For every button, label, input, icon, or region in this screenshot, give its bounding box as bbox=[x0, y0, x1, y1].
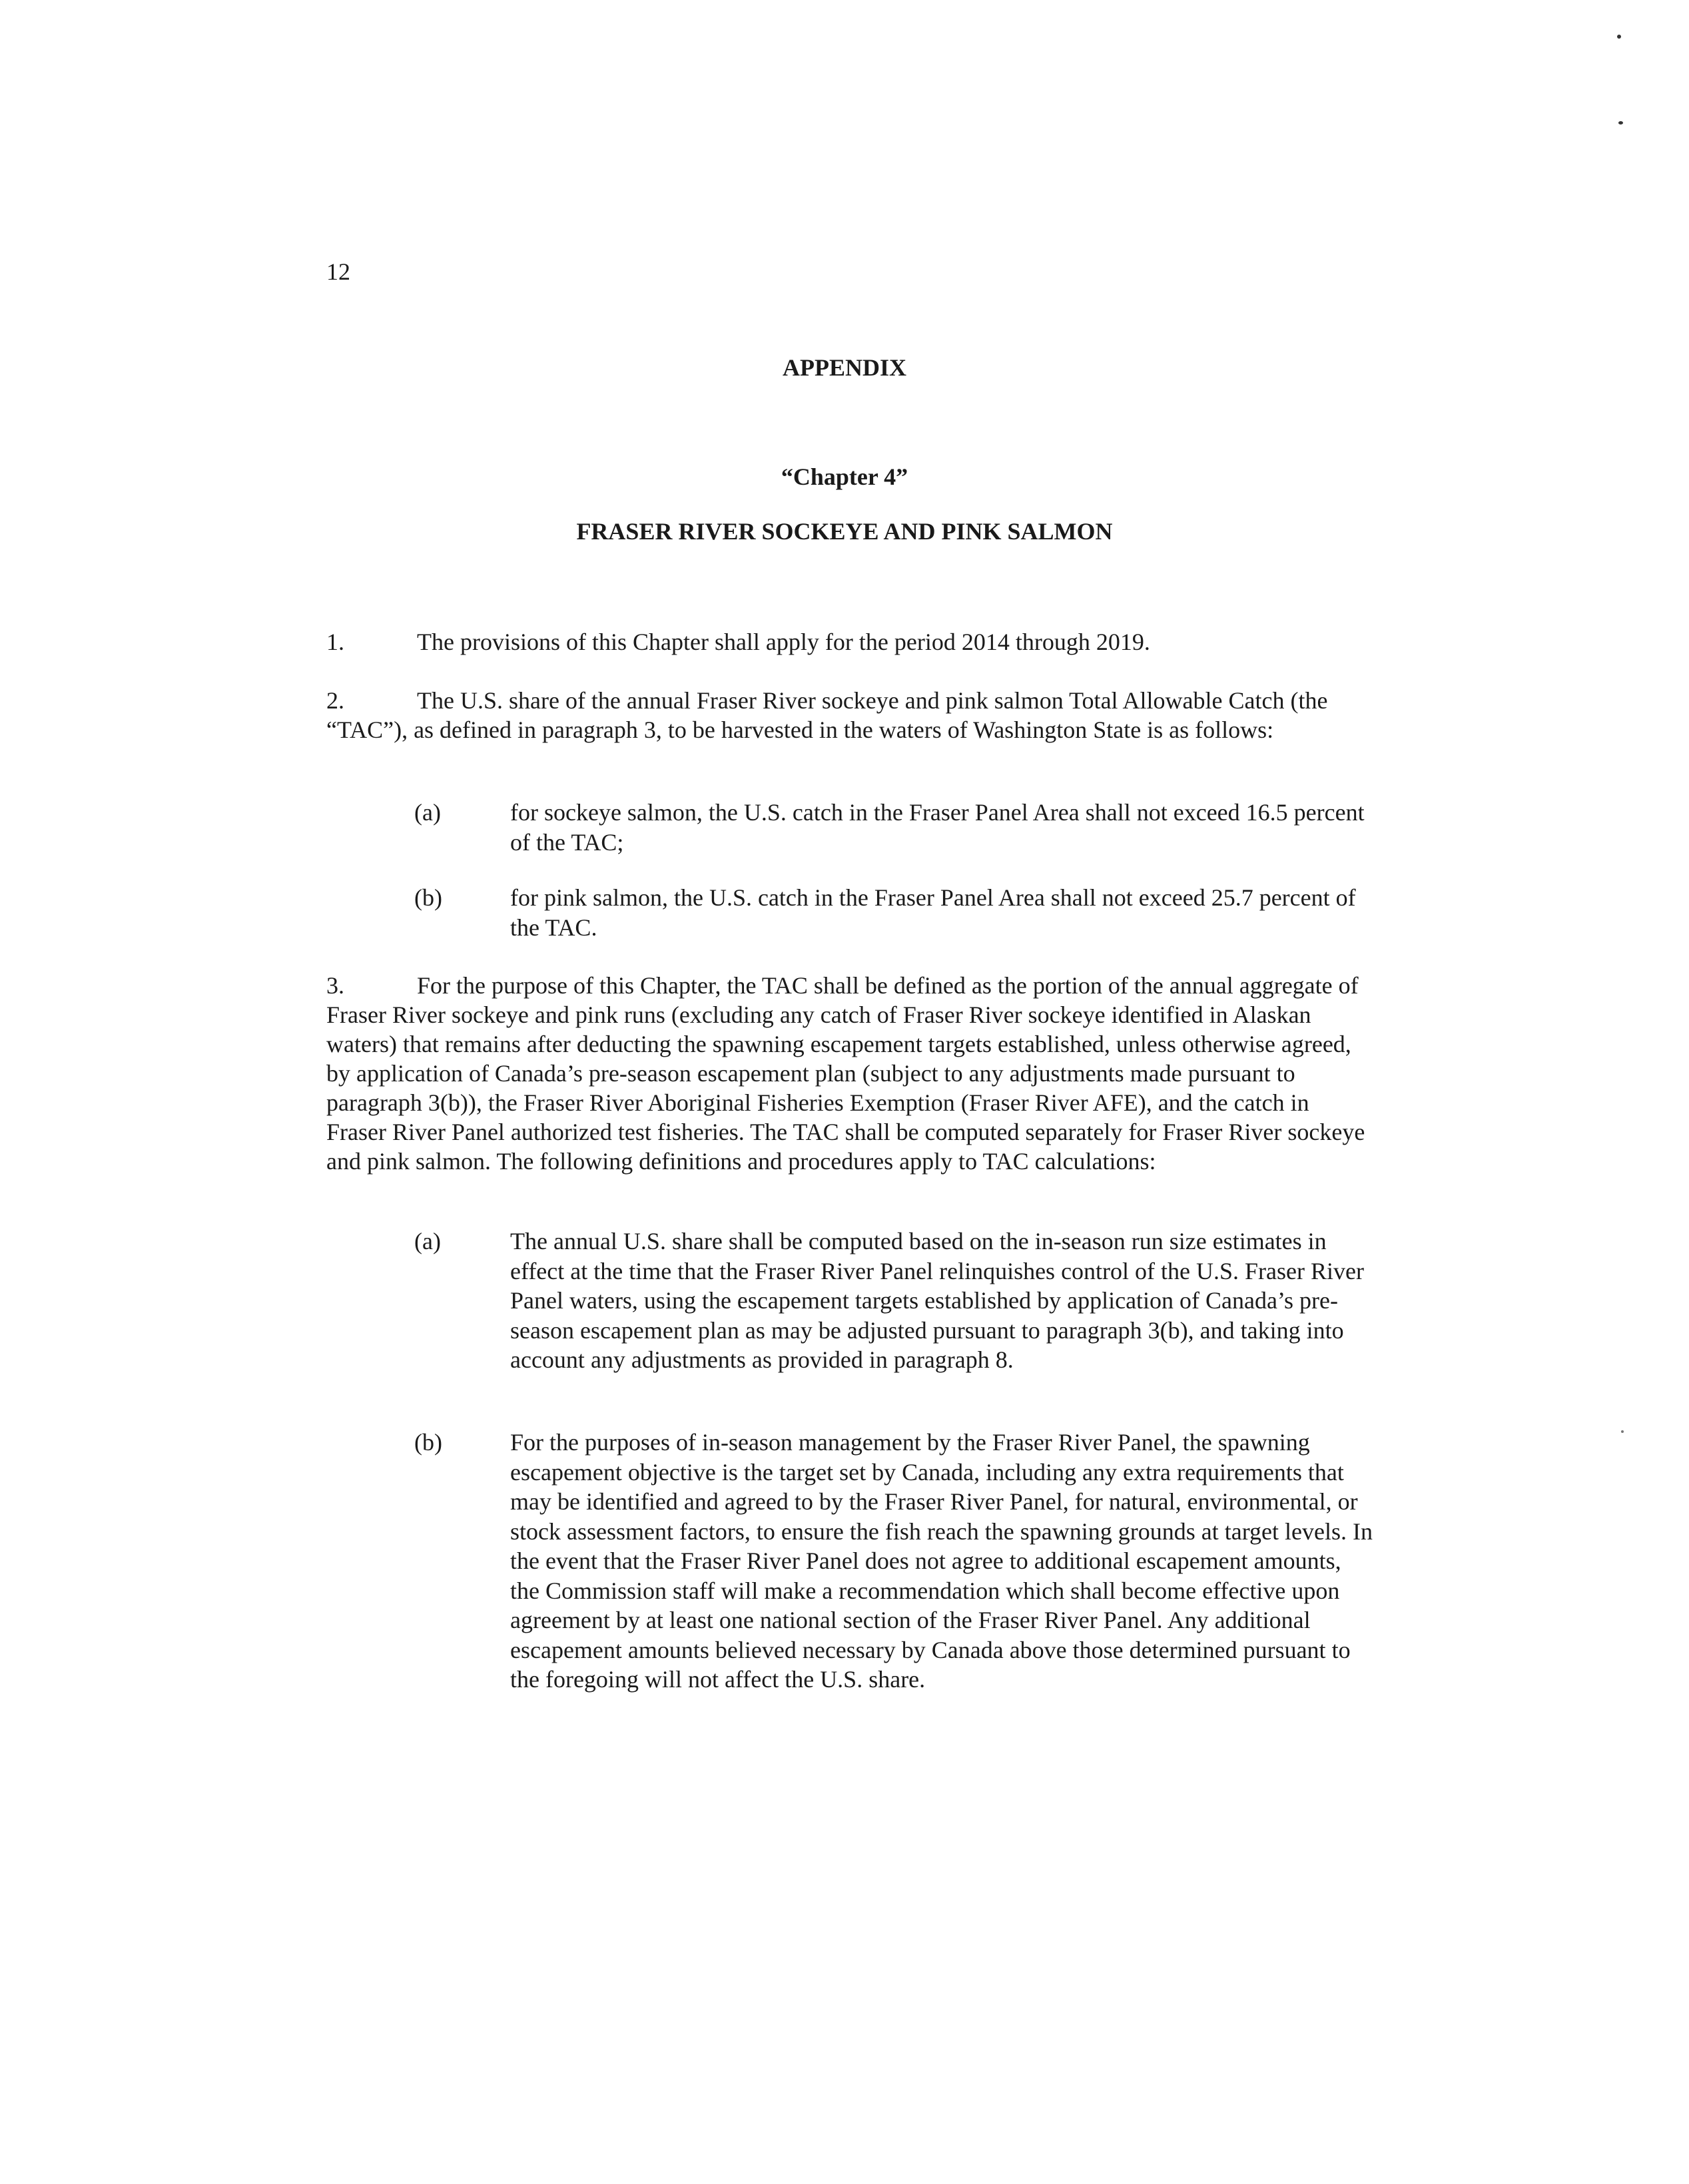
subparagraph-text: for sockeye salmon, the U.S. catch in the Fraser Panel Area shall not exceed 16.5 percent of the TAC; bbox=[510, 799, 1365, 856]
paragraph-number: 1. bbox=[326, 629, 344, 655]
scan-speck bbox=[1617, 35, 1621, 39]
subparagraph-2b bbox=[414, 883, 1373, 942]
appendix-heading: APPENDIX bbox=[783, 354, 906, 381]
subparagraph-label: (a) bbox=[414, 1228, 441, 1254]
scan-speck bbox=[1618, 121, 1623, 125]
subparagraph-text: For the purposes of in-season management by the Fraser River Panel, the spawning escapement objective is the target set by Canada, including any extra requirements that may be identified and agreed to by the Fraser River Panel, for natural, environmental, or stock assessment factors, to ensure the fish reach the spawning grounds at target levels. In the event that the Fraser River Panel does not agree to additional escapement amounts, the Commission staff will make a recommendation which shall become effective upon agreement by at least one national section of the Fraser River Panel. Any additional escapement amounts believed necessary by Canada above those determined pursuant to the foregoing will not affect the U.S. share. bbox=[510, 1429, 1373, 1693]
paragraph-number: 2. bbox=[326, 687, 344, 714]
subparagraph-3a bbox=[414, 1227, 1373, 1375]
paragraph-2 bbox=[326, 686, 1365, 744]
paragraph-text: The U.S. share of the annual Fraser River sockeye and pink salmon Total Allowable Catch (the “TAC”), as defined in paragraph 3, to be harvested in the waters of Washington State is as follows: bbox=[326, 687, 1328, 743]
paragraph-1 bbox=[326, 627, 1365, 657]
subparagraph-text: The annual U.S. share shall be computed based on the in-season run size estimates in effect at the time that the Fraser River Panel relinquishes control of the U.S. Fraser River Panel waters, using the escapement targets established by application of Canada’s pre-season escapement plan as may be adjusted pursuant to paragraph 3(b), and taking into account any adjustments as provided in paragraph 8. bbox=[510, 1228, 1364, 1373]
subparagraph-label: (a) bbox=[414, 799, 441, 826]
chapter-title: FRASER RIVER SOCKEYE AND PINK SALMON bbox=[576, 518, 1113, 545]
paragraph-text: The provisions of this Chapter shall apply for the period 2014 through 2019. bbox=[417, 629, 1150, 655]
paragraph-3 bbox=[326, 971, 1365, 1176]
subparagraph-label: (b) bbox=[414, 1429, 442, 1456]
chapter-heading: “Chapter 4” bbox=[781, 463, 908, 490]
subparagraph-label: (b) bbox=[414, 884, 442, 911]
page-number: 12 bbox=[326, 258, 350, 285]
subparagraph-text: for pink salmon, the U.S. catch in the Fraser Panel Area shall not exceed 25.7 percent of the TAC. bbox=[510, 884, 1356, 941]
subparagraph-3b bbox=[414, 1428, 1373, 1695]
paragraph-text: For the purpose of this Chapter, the TAC shall be defined as the portion of the annual aggregate of Fraser River sockeye and pink runs (excluding any catch of Fraser River sockeye identified in Alaskan waters) that remains after deducting the spawning escapement targets established, unless otherwise agreed, by application of Canada’s pre-season escapement plan (subject to any adjustments made pursuant to paragraph 3(b)), the Fraser River Aboriginal Fisheries Exemption (Fraser River AFE), and the catch in Fraser River Panel authorized test fisheries. The TAC shall be computed separately for Fraser River sockeye and pink salmon. The following definitions and procedures apply to TAC calculations: bbox=[326, 972, 1365, 1175]
paragraph-number: 3. bbox=[326, 972, 344, 999]
subparagraph-2a bbox=[414, 798, 1373, 857]
scan-speck bbox=[1621, 1430, 1624, 1433]
